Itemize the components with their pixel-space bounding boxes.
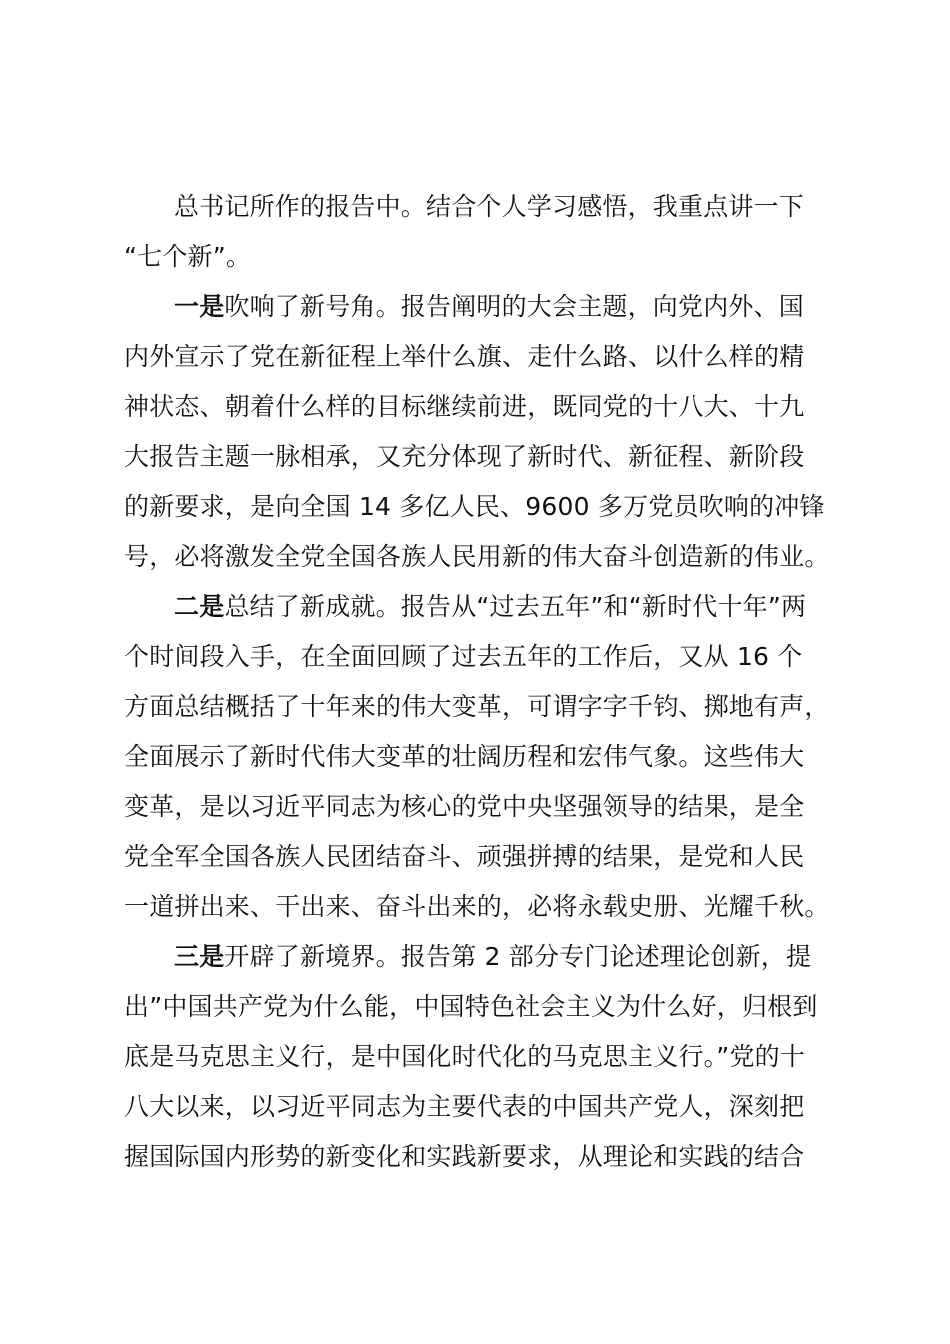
paragraph-3-line-3: 方面总结概括了十年来的伟大变革，可谓字字千钧、掷地有声， bbox=[124, 692, 830, 721]
paragraph-2-line-2: 内外宣示了党在新征程上举什么旗、走什么路、以什么样的精 bbox=[124, 342, 805, 371]
paragraph-4-line-2: 出”中国共产党为什么能，中国特色社会主义为什么好，归根到 bbox=[124, 992, 818, 1021]
paragraph-3-line-2: 个时间段入手，在全面回顾了过去五年的工作后，又从 16 个 bbox=[124, 642, 803, 671]
paragraph-4-line-4: 八大以来，以习近平同志为主要代表的中国共产党人，深刻把 bbox=[124, 1092, 805, 1121]
paragraph-3-line-4: 全面展示了新时代伟大变革的壮阔历程和宏伟气象。这些伟大 bbox=[124, 742, 805, 771]
paragraph-4-line-1-text: 开辟了新境界。报告第 2 部分专门论述理论创新，提 bbox=[224, 942, 812, 971]
paragraph-3-line-1 bbox=[174, 592, 894, 622]
paragraph-4-line-1 bbox=[174, 942, 894, 972]
paragraph-4-line-3: 底是马克思主义行，是中国化时代化的马克思主义行。”党的十 bbox=[124, 1042, 806, 1071]
paragraph-3-line-6: 党全军全国各族人民团结奋斗、顽强拼搏的结果，是党和人民 bbox=[124, 842, 805, 871]
paragraph-2-lead: 一是 bbox=[174, 292, 225, 321]
paragraph-3-line-1-text: 总结了新成就。报告从“过去五年”和“新时代十年”两 bbox=[224, 592, 807, 621]
paragraph-1-line-2: “七个新”。 bbox=[124, 242, 252, 271]
paragraph-4-line-5: 握国际国内形势的新变化和实践新要求，从理论和实践的结合 bbox=[124, 1142, 805, 1171]
paragraph-4-lead: 三是 bbox=[174, 942, 225, 971]
paragraph-3-line-7: 一道拼出来、干出来、奋斗出来的，必将永载史册、光耀千秋。 bbox=[124, 892, 830, 921]
paragraph-2-line-3: 神状态、朝着什么样的目标继续前进，既同党的十八大、十九 bbox=[124, 392, 805, 421]
paragraph-2-line-1 bbox=[174, 292, 894, 322]
paragraph-3-line-5: 变革，是以习近平同志为核心的党中央坚强领导的结果，是全 bbox=[124, 792, 805, 821]
paragraph-2-line-1-text: 吹响了新号角。报告阐明的大会主题，向党内外、国 bbox=[224, 292, 805, 321]
paragraph-2-line-6: 号，必将激发全党全国各族人民用新的伟大奋斗创造新的伟业。 bbox=[124, 542, 830, 571]
paragraph-1-line-1: 总书记所作的报告中。结合个人学习感悟，我重点讲一下 bbox=[174, 192, 805, 221]
paragraph-2-line-5: 的新要求，是向全国 14 多亿人民、9600 多万党员吹响的冲锋 bbox=[124, 492, 825, 521]
paragraph-2-line-4: 大报告主题一脉相承，又充分体现了新时代、新征程、新阶段 bbox=[124, 442, 805, 471]
paragraph-3-lead: 二是 bbox=[174, 592, 225, 621]
